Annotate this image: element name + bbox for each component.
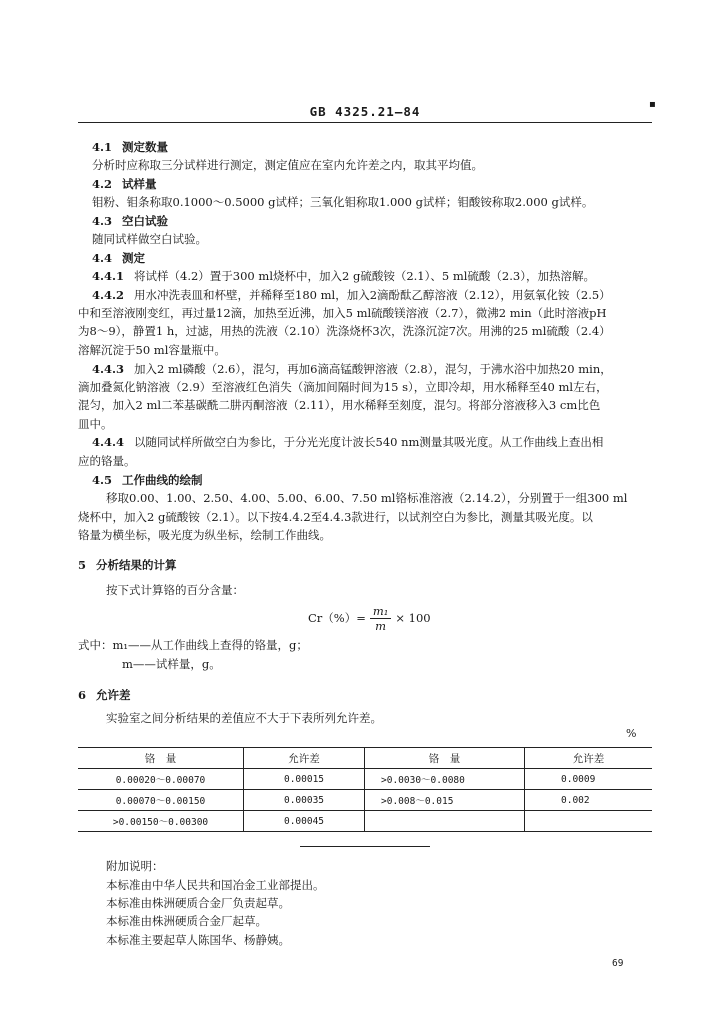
table-row [78, 790, 652, 811]
table-cell: >0.008～0.015 [365, 790, 525, 811]
section-4-4-1: 4.4.1 将试样（4.2）置于300 ml烧杯中，加入2 g硫酸铵（2.1）、5 ml硫酸（2.3），加热溶解。 [92, 269, 595, 283]
allowance-table [78, 747, 652, 832]
table-cell [525, 811, 653, 832]
standard-number-header: GB 4325.21—84 [309, 104, 421, 119]
notes-line1: 本标准由中华人民共和国冶金工业部提出。 [106, 878, 325, 892]
section-4-1-body: 分析时应称取三分试样进行测定，测定值应在室内允许差之内，取其平均值。 [92, 158, 483, 172]
table-cell [365, 811, 525, 832]
section-4-4-2-line4: 溶解沉淀于50 ml容量瓶中。 [78, 343, 226, 357]
section-5-heading: 5 分析结果的计算 [78, 558, 177, 572]
header-allowance-1: 允许差 [244, 748, 365, 769]
header-allowance-2: 允许差 [525, 748, 653, 769]
section-4-4-3-line2: 滴加叠氮化钠溶液（2.9）至溶液红色消失（滴加间隔时间为15 s），立即冷却，用水稀释至40 ml左右， [78, 380, 608, 394]
table-cell: 0.00035 [244, 790, 365, 811]
formula-fraction [370, 604, 392, 633]
notes-separator [300, 846, 430, 847]
section-4-5-line1: 移取0.00、1.00、2.50、4.00、5.00、6.00、7.50 ml铬标准溶液（2.14.2），分别置于一组300 ml [106, 491, 628, 505]
table-row [78, 769, 652, 790]
section-4-4-heading: 4.4 测定 [92, 251, 146, 265]
section-4-1-heading: 4.1 测定数量 [92, 140, 169, 154]
section-4-2-body: 钼粉、钼条称取0.1000～0.5000 g试样；三氧化钼称取1.000 g试样；钼酸铵称取2.000 g试样。 [92, 195, 594, 209]
table-row [78, 811, 652, 832]
section-4-2-heading: 4.2 试样量 [92, 177, 157, 191]
table-cell: >0.0030～0.0080 [365, 769, 525, 790]
section-4-5-line3: 铬量为横坐标，吸光度为纵坐标，绘制工作曲线。 [78, 528, 331, 542]
notes-line3: 本标准由株洲硬质合金厂起草。 [106, 914, 267, 928]
formula-denominator: m [375, 618, 387, 633]
header-cr-content-1: 铬 量 [78, 748, 244, 769]
section-6-intro: 实验室之间分析结果的差值应不大于下表所列允许差。 [106, 711, 382, 725]
table-unit: % [626, 727, 637, 740]
formula-lhs: Cr（%）= [308, 611, 366, 625]
table-cell: >0.00150～0.00300 [78, 811, 244, 832]
section-4-4-2-line1: 4.4.2 用水冲洗表皿和杯壁，并稀释至180 ml，加入2滴酚酞乙醇溶液（2.12），用氨氧化铵（2.5） [92, 288, 611, 302]
section-4-4-3-line1: 4.4.3 加入2 ml磷酸（2.6），混匀，再加6滴高锰酸钾溶液（2.8），混匀，于沸水浴中加热20 min， [92, 362, 612, 376]
header-rule [78, 122, 652, 123]
table-cell: 0.00015 [244, 769, 365, 790]
formula-where-line1: 式中：m₁——从工作曲线上查得的铬量，g； [78, 638, 308, 652]
header-mark: ▪ [649, 99, 656, 110]
section-5-intro: 按下式计算铬的百分含量： [106, 583, 244, 597]
table-cell: 0.00045 [244, 811, 365, 832]
table-cell: 0.002 [525, 790, 653, 811]
formula-rhs: × 100 [395, 611, 431, 625]
header-cr-content-2: 铬 量 [365, 748, 525, 769]
page-number: 69 [612, 958, 624, 969]
section-4-3-heading: 4.3 空白试验 [92, 214, 169, 228]
table-cell: 0.00020～0.00070 [78, 769, 244, 790]
section-4-4-4-line1: 4.4.4 以随同试样所做空白为参比，于分光光度计波长540 nm测量其吸光度。从工作曲线上查出相 [92, 435, 604, 449]
formula-where-line2: m——试样量，g。 [122, 657, 221, 671]
notes-line2: 本标准由株洲硬质合金厂负责起草。 [106, 896, 290, 910]
table-header-row [78, 748, 652, 769]
section-4-4-3-line4: 皿中。 [78, 417, 113, 431]
section-4-5-line2: 烧杯中，加入2 g硫酸铵（2.1）。以下按4.4.2至4.4.3款进行，以试剂空白为参比，测量其吸光度。以 [78, 510, 593, 524]
notes-line4: 本标准主要起草人陈国华、杨静姨。 [106, 933, 290, 947]
table-cell: 0.0009 [525, 769, 653, 790]
section-4-5-heading: 4.5 工作曲线的绘制 [92, 473, 203, 487]
section-4-3-body: 随同试样做空白试验。 [92, 232, 207, 246]
formula-numerator: m₁ [370, 604, 392, 619]
section-4-4-4-line2: 应的铬量。 [78, 454, 136, 468]
notes-heading: 附加说明： [106, 859, 164, 873]
section-4-4-2-line3: 为8～9），静置1 h，过滤，用热的洗液（2.10）洗涤烧杯3次，洗涤沉淀7次。用沸的25 ml硫酸（2.4） [78, 324, 611, 338]
chromium-formula [308, 600, 431, 636]
section-6-heading: 6 允许差 [78, 688, 131, 702]
section-4-4-2-line2: 中和至溶液刚变红，再过量12滴，加热至近沸，加入5 ml硫酸镁溶液（2.7），微沸2 min（此时溶液pH [78, 306, 607, 320]
section-4-4-3-line3: 混匀，加入2 ml二苯基碳酰二肼丙酮溶液（2.11），用水稀释至刻度，混匀。将部分溶液移入3 cm比色 [78, 398, 601, 412]
table-cell: 0.00070～0.00150 [78, 790, 244, 811]
